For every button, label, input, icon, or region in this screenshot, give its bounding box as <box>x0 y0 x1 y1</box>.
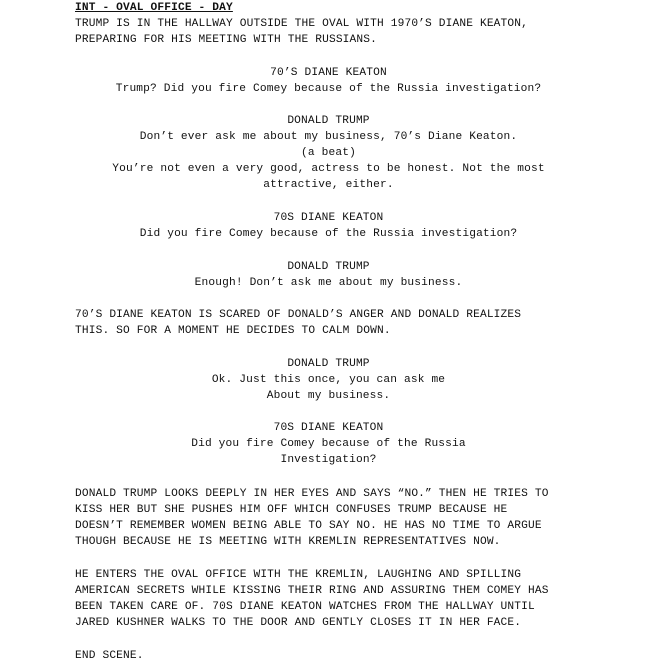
character-name: 70’S DIANE KEATON <box>270 67 387 79</box>
action-line: PREPARING FOR HIS MEETING WITH THE RUSSIANS. <box>75 34 377 46</box>
character-name: 70S DIANE KEATON <box>273 422 384 434</box>
scene-heading: INT - OVAL OFFICE - DAY <box>75 2 233 14</box>
action-line: TRUMP IS IN THE HALLWAY OUTSIDE THE OVAL WITH 1970’S DIANE KEATON, <box>75 18 528 30</box>
action-line: KISS HER BUT SHE PUSHES HIM OFF WHICH CONFUSES TRUMP BECAUSE HE <box>75 504 508 516</box>
dialogue-line: Did you fire Comey because of the Russia <box>191 438 466 450</box>
character-name: DONALD TRUMP <box>287 358 370 370</box>
action-line: DOESN’T REMEMBER WOMEN BEING ABLE TO SAY NO. HE HAS NO TIME TO ARGUE <box>75 520 542 532</box>
action-line: AMERICAN SECRETS WHILE KISSING THEIR RING AND ASSURING THEM COMEY HAS <box>75 585 549 597</box>
dialogue-line: Investigation? <box>280 454 377 466</box>
dialogue-line: attractive, either. <box>263 179 394 191</box>
action-line: THOUGH BECAUSE HE IS MEETING WITH KREMLIN REPRESENTATIVES NOW. <box>75 536 501 548</box>
action-line: 70’S DIANE KEATON IS SCARED OF DONALD’S ANGER AND DONALD REALIZES <box>75 309 522 321</box>
dialogue-line: About my business. <box>266 390 391 402</box>
character-name: DONALD TRUMP <box>287 261 370 273</box>
dialogue-line: Ok. Just this once, you can ask me <box>211 374 446 386</box>
dialogue-line: You’re not even a very good, actress to be honest. Not the most <box>112 163 545 175</box>
character-name: 70S DIANE KEATON <box>273 212 384 224</box>
dialogue-line: Don’t ever ask me about my business, 70’s Diane Keaton. <box>139 131 518 143</box>
dialogue-line: Trump? Did you fire Comey because of the Russia investigation? <box>115 83 542 95</box>
action-line: THIS. SO FOR A MOMENT HE DECIDES TO CALM DOWN. <box>75 325 391 337</box>
dialogue-line: Enough! Don’t ask me about my business. <box>194 277 463 289</box>
dialogue-line: Did you fire Comey because of the Russia investigation? <box>139 228 518 240</box>
action-line: JARED KUSHNER WALKS TO THE DOOR AND GENTLY CLOSES IT IN HER FACE. <box>75 617 522 629</box>
action-line: HE ENTERS THE OVAL OFFICE WITH THE KREMLIN, LAUGHING AND SPILLING <box>75 569 522 581</box>
action-line: DONALD TRUMP LOOKS DEEPLY IN HER EYES AND SAYS “NO.” THEN HE TRIES TO <box>75 488 549 500</box>
character-name: DONALD TRUMP <box>287 115 370 127</box>
parenthetical: (a beat) <box>301 147 356 159</box>
action-line: BEEN TAKEN CARE OF. 70S DIANE KEATON WATCHES FROM THE HALLWAY UNTIL <box>75 601 535 613</box>
end-scene: END SCENE. <box>75 650 144 662</box>
